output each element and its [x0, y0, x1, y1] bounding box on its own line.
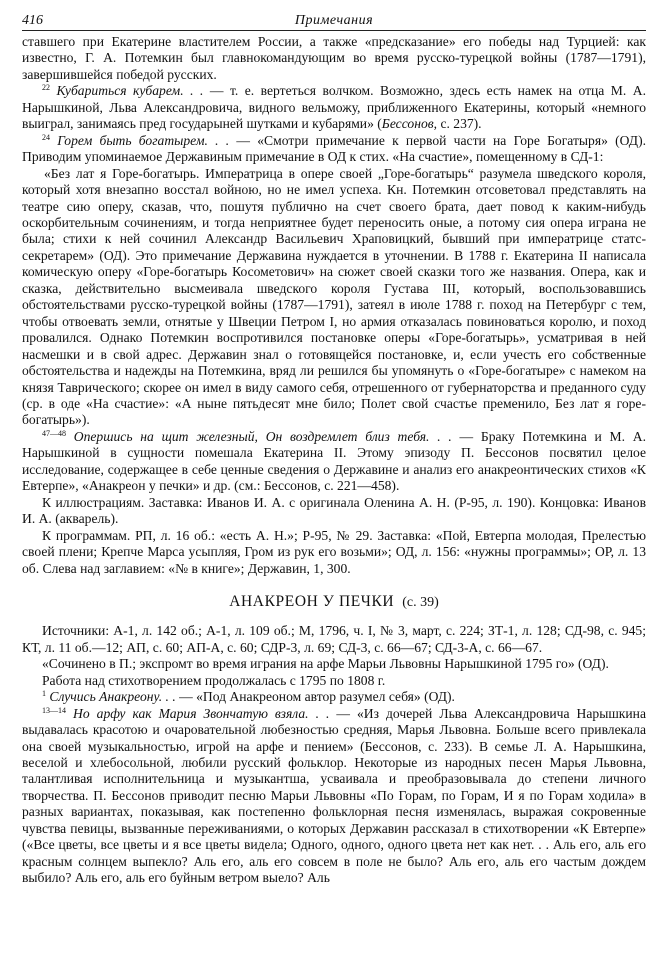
illustrations-note: К иллюстрациям. Заставка: Иванов И. А. с оригинала Оленина А. Н. (Р-95, л. 190). Концовка: Иванов И. А. (акварель). [22, 494, 646, 527]
sources-paragraph: Источники: А-1, л. 142 об.; А-1, л. 109 об.; М, 1796, ч. I, № 3, март, с. 224; ЗТ-1, л. 128; СД-98, с. 945; КТ, л. 11 об.—12; АП, с. 60; АП-А, с. 60; СДР-3, л. 69; СД-3, с. 66—67; СД-3-А, с. 66—67. [22, 623, 646, 655]
note-number: 24 [42, 132, 50, 142]
page-number: 416 [22, 13, 43, 28]
note-text: — «Под Анакреоном автор разумел себя» (ОД). [175, 689, 455, 705]
note-lemma: Но арфу как Мария Звончатую взяла. . . [73, 705, 330, 721]
note-24 [22, 133, 646, 166]
note-text: — Браку Потемкина и М. А. Нарышкиной в сущности помешала Екатерина II. Этому эпизоду П. Бессонов посвятил целое исследование, содержащее в себе ценные сведения о Державине и анализ его анакреонтических стихов «К Евтерпе», «Анакреон у печки» и др. (см.: Бессонов, с. 221—458). [22, 428, 646, 494]
note-text-tail: , с. 237). [433, 116, 482, 132]
note-lemma: Опершись на щит железный, Он воздремлет близ тебя. . . [73, 428, 452, 444]
note-1 [22, 689, 646, 705]
note-number: 22 [42, 83, 50, 93]
note-lemma: Кубариться кубарем. . . [56, 83, 204, 99]
work-paragraph: Работа над стихотворением продолжалась с 1795 по 1808 г. [42, 672, 386, 688]
note-13-14 [22, 706, 646, 887]
note-text: — т. е. вертеться волчком. Возможно, здесь есть намек на отца М. А. Нарышкиной, Льва Александровича, видного вельможу, приближенного Екатерины, который «немного выиграл, занимаясь пред государыней шутками и кубарями» ( [22, 83, 646, 132]
programs-note: К программам. РП, л. 16 об.: «есть А. Н.»; Р-95, № 29. Заставка: «Пой, Евтерпа молодая, Прелестью своей плени; Крепче Марса усыпляя, Гром из рук его возьми»; ОД, л. 156: «нужны программы»; ОР, л. 13 об. Слева над заглавием: «№ в книге»; Державин, 1, 300. [22, 527, 646, 576]
section-page-ref: (с. 39) [402, 594, 439, 610]
note-source: Бессонов [381, 116, 434, 132]
note-lemma: Горем быть богатырем. . . [57, 132, 230, 148]
running-header [22, 12, 646, 31]
note-text: — «Из дочерей Льва Александровича Нарышкина выдавалась красотою и очаровательной любезностью средняя, Марья Львовна. Больше всего привлекала она своей музыкальностью, игрой на арфе и пением» (Бессонов, с. 233). В семье Л. А. Нарышкина, веселой и хлебосольной, любили русский фольклор. Некоторые из народных песен Марья Львовна, талантливая исполнительница и музыкантша, усваивала и преобразовывала до степени личного творчества. П. Бессонов приводит песню Марьи Львовны «По Горам, по Горам, И я по Горам ходила» в разных вариантах, показывая, как постепенно фольклорная песня изменялась, выражая сокровенные чувства певицы, вызванные переживаниями, о которых Державин рассказал в стихотворении «К Евтерпе» («Все цветы, все цветы и я все цветы видела; Одного, одного, одного цвета нет как нет. . . Аль его, аль его красным солнцем выпекло? Аль его, аль его совсем в поле не было? Аль его, аль его частым дождем выбило? Аль его, аль его буйным ветром выело? Аль [22, 705, 646, 886]
note-text: — «Смотри примечание к первой части на Горе Богатыря» (ОД). Приводим упоминаемое Державиным примечание в ОД к стих. «На счастие», помещенному в СД-1: [22, 132, 646, 165]
note-number: 47—48 [42, 428, 66, 438]
note-number: 1 [42, 689, 46, 699]
section-heading [22, 594, 646, 611]
note-22 [22, 83, 646, 132]
note-24-quote: «Без лат я Горе-богатырь. Императрица в опере своей „Горе-богатырь“ разумела шведского короля, который хотя внезапно восстал войною, но не имел успеха. Кн. Потемкин отсоветовал представлять на театре сию оперу, сказав, что, пошутя публично на счет своего брата, дает повод к каким-нибудь оскорбительным сочинениям, и тогда неприятнее будет переносить оные, а потому сия опера играна не была; стихи к ней сочинил Александр Васильевич Храповицкий, бывший при императрице статс-секретарем» (ОД). Это примечание Державина нуждается в уточнении. В 1788 г. Екатерина II написала комическую оперу «Горе-богатырь Косометович» на сюжет своей сказки того же названия. Опера, как и сказка, действительно высмеивала шведского короля Густава III, который, воспользовавшись обстоятельствами русско-турецкой войны (1787—1791), затеял в июле 1788 г. поход на Петербург с тем, чтобы отвоевать земли, отнятые у Швеции Петром I, но армия отказалась повиноваться королю, и поход провалился. Однако Потемкин воспротивился постановке оперы «Горе-богатырь», усматривая в ней насмешки и в свой адрес. Державин знал о готовящейся постановке, и, если учесть его собственные обстоятельства и надежды на Потемкина, вряд ли решился бы упомянуть о «Горе-богатыре» с намеком на князя Таврического; скорее он имел в виду самого себя, отрешенного от губернаторства и преданного суду (ср. в оде «На счастие»: «А ныне пятьдесят мне било; Полет свой счастье пременило, Без лат я горе-богатырь»). [22, 165, 646, 428]
running-title: Примечания [294, 13, 374, 28]
composed-paragraph: «Сочинено в П.; экспромт во время играния на арфе Марьи Львовны Нарышкиной 1795 го» (ОД). [42, 656, 609, 672]
note-47-48 [22, 429, 646, 495]
section-title: АНАКРЕОН У ПЕЧКИ [229, 592, 395, 610]
note-number: 13—14 [42, 705, 66, 715]
paragraph-continuation: ставшего при Екатерине властителем России, а также «предсказание» его победы над Турцией: как известно, Г. А. Потемкин был главнокомандующим во время русско-турецкой войны (1787—1791), завершившейся победой русских. [22, 34, 646, 82]
note-lemma: Случись Анакреону. . . [49, 689, 176, 705]
